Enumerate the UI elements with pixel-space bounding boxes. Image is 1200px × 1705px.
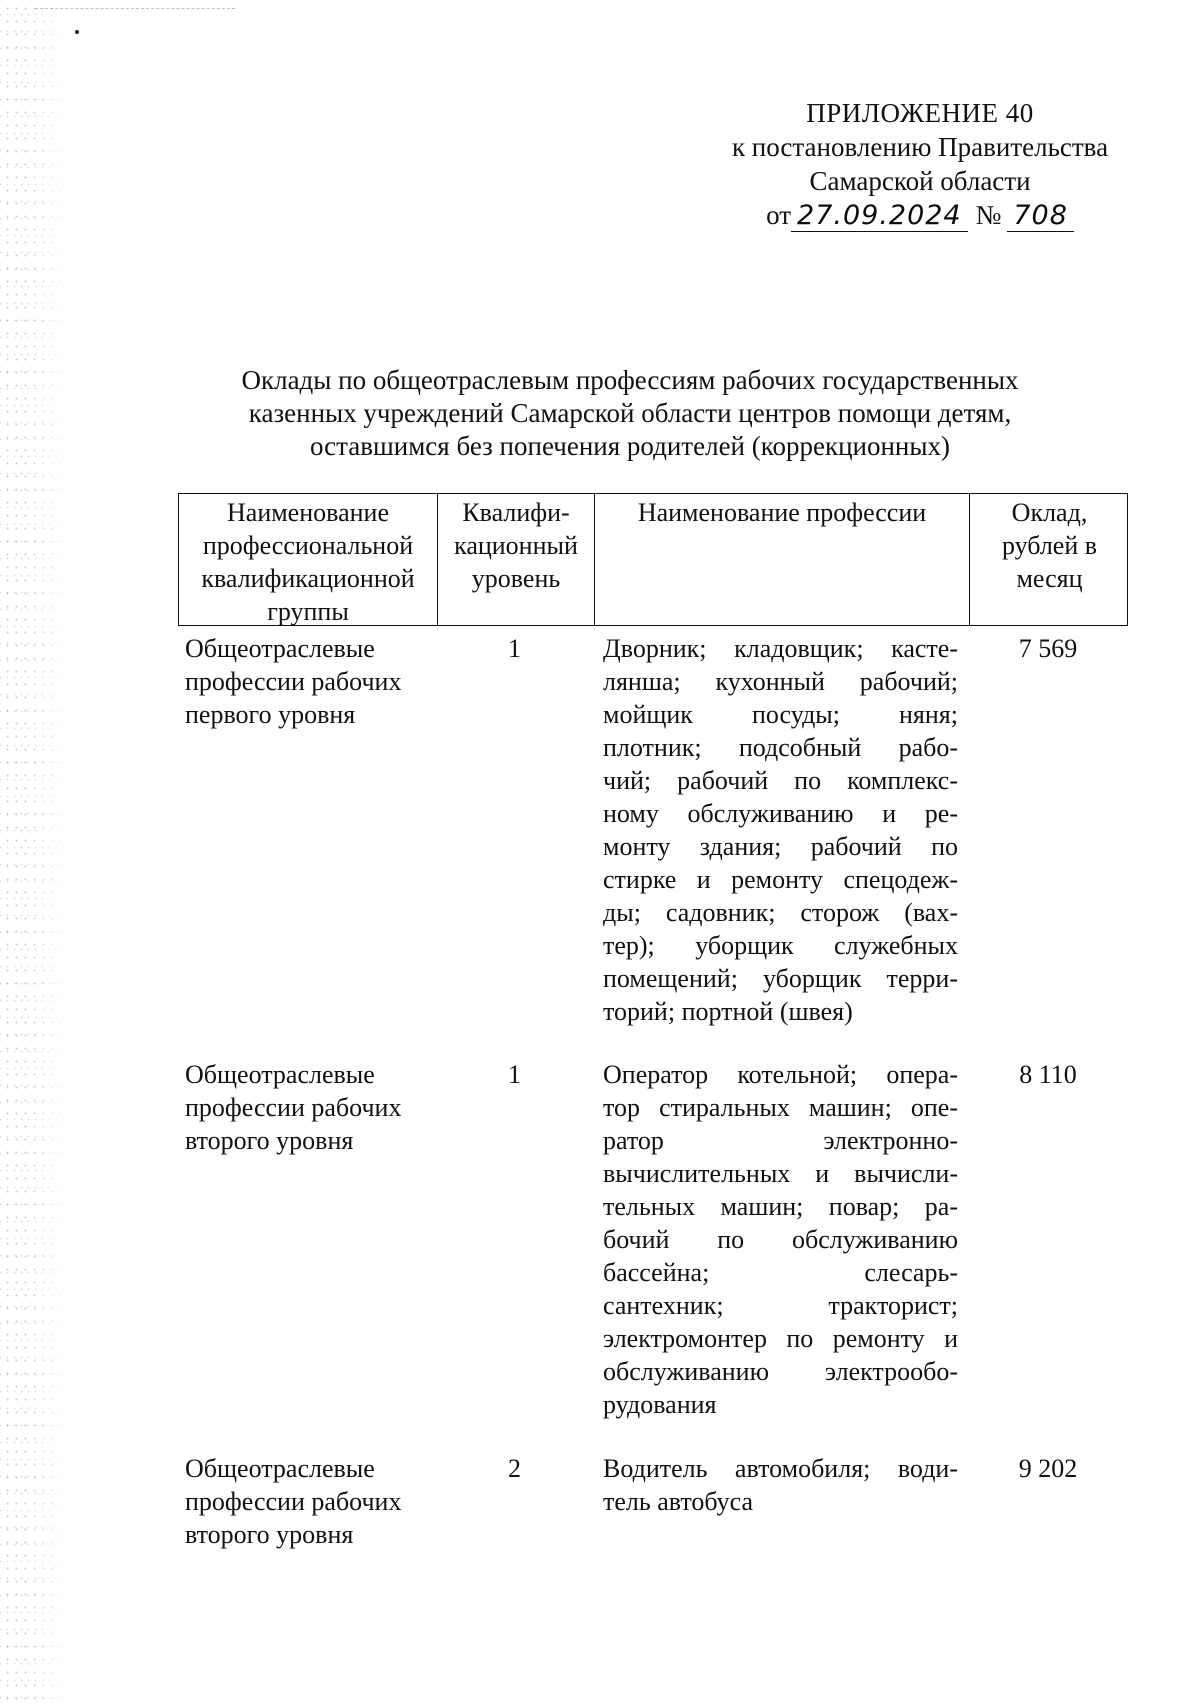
group-line: профессии рабочих	[185, 1093, 402, 1122]
row-group	[178, 632, 436, 1028]
profession-line: тельных машин; повар; ра-	[603, 1192, 958, 1221]
row-salary: 7 569	[1018, 634, 1078, 663]
document-title	[180, 364, 1080, 463]
appendix-header	[690, 96, 1150, 238]
group-line: Общеотраслевые	[185, 1060, 375, 1089]
profession-line: торий; портной (швея)	[603, 997, 853, 1026]
row-group	[178, 1452, 436, 1551]
profession-line: обслуживанию электрообо-	[603, 1357, 958, 1386]
profession-line: Дворник; кладовщик; касте-	[603, 634, 958, 663]
table-header	[178, 493, 1128, 626]
header-line: Квалифи-	[462, 498, 570, 527]
group-line: второго уровня	[185, 1126, 354, 1155]
header-line: месяц	[1016, 564, 1083, 593]
profession-line: рудования	[603, 1390, 717, 1419]
header-line: Наименование профессии	[637, 498, 927, 527]
profession-line: бассейна; слесарь-	[603, 1258, 958, 1287]
profession-line: бочий по обслуживанию	[603, 1225, 958, 1254]
appendix-title: ПРИЛОЖЕНИЕ 40	[806, 98, 1034, 128]
table-row	[178, 1452, 1128, 1551]
header-profession	[594, 494, 969, 625]
salary-table	[178, 493, 1128, 1551]
header-salary	[969, 494, 1129, 625]
decree-reference: к постановлению Правительства	[731, 132, 1109, 162]
handwritten-date: 27.09.2024	[791, 201, 968, 232]
profession-line: мойщик посуды; няня;	[603, 700, 958, 729]
number-sign: №	[975, 200, 1002, 230]
profession-line: вычислительных и вычисли-	[603, 1159, 958, 1188]
header-line: рублей в	[1001, 531, 1098, 560]
title-line: казенных учреждений Самарской области центров помощи детям,	[248, 398, 1012, 428]
profession-line: тель автобуса	[603, 1487, 754, 1516]
profession-line: монту здания; рабочий по	[603, 832, 958, 861]
row-level: 2	[508, 1454, 521, 1483]
group-line: профессии рабочих	[185, 1487, 402, 1516]
region-name: Самарской области	[809, 166, 1031, 196]
group-line: второго уровня	[185, 1520, 354, 1549]
group-line: Общеотраслевые	[185, 634, 375, 663]
profession-line: лянша; кухонный рабочий;	[603, 667, 958, 696]
header-line: группы	[267, 597, 349, 625]
profession-line: Оператор котельной; опера-	[603, 1060, 958, 1089]
profession-line: ратор электронно-	[603, 1126, 958, 1155]
row-professions	[593, 1058, 968, 1421]
header-line: профессиональной	[202, 531, 414, 560]
title-line: Оклады по общеотраслевым профессиям рабочих государственных	[241, 365, 1019, 395]
date-prefix: от	[766, 200, 792, 230]
scan-noise-top	[35, 8, 235, 9]
header-line: Оклад,	[1011, 498, 1088, 527]
group-line: профессии рабочих	[185, 667, 402, 696]
header-group	[179, 494, 437, 625]
title-line: оставшимся без попечения родителей (коррекционных)	[309, 431, 951, 461]
group-line: Общеотраслевые	[185, 1454, 375, 1483]
header-line: уровень	[471, 564, 561, 593]
group-line: первого уровня	[185, 700, 356, 729]
profession-line: стирке и ремонту спецодеж-	[603, 865, 958, 894]
profession-line: Водитель автомобиля; води-	[603, 1454, 958, 1483]
row-level: 1	[508, 634, 521, 663]
profession-line: плотник; подсобный рабо-	[603, 733, 958, 762]
profession-line: помещений; уборщик терри-	[603, 964, 958, 993]
scan-speck	[75, 30, 79, 34]
handwritten-number: 708	[1007, 201, 1074, 232]
profession-line: электромонтер по ремонту и	[603, 1324, 958, 1353]
row-salary: 9 202	[1018, 1454, 1078, 1483]
scan-noise-left-edge	[0, 0, 70, 1705]
profession-line: сантехник; тракторист;	[603, 1291, 958, 1320]
profession-line: чий; рабочий по комплекс-	[603, 766, 958, 795]
row-professions	[593, 632, 968, 1028]
header-line: кационный	[454, 531, 578, 560]
decree-date-number	[690, 198, 1150, 238]
profession-line: тер); уборщик служебных	[603, 931, 958, 960]
header-line: Наименование	[227, 498, 389, 527]
row-level: 1	[508, 1060, 521, 1089]
header-level	[437, 494, 594, 625]
profession-line: тор стиральных машин; опе-	[603, 1093, 958, 1122]
profession-line: ды; садовник; сторож (вах-	[603, 898, 958, 927]
profession-line: ному обслуживанию и ре-	[603, 799, 958, 828]
header-line: квалификационной	[201, 564, 415, 593]
row-group	[178, 1058, 436, 1421]
row-salary: 8 110	[1019, 1060, 1077, 1089]
row-professions	[593, 1452, 968, 1551]
table-row	[178, 1058, 1128, 1421]
table-row	[178, 632, 1128, 1028]
